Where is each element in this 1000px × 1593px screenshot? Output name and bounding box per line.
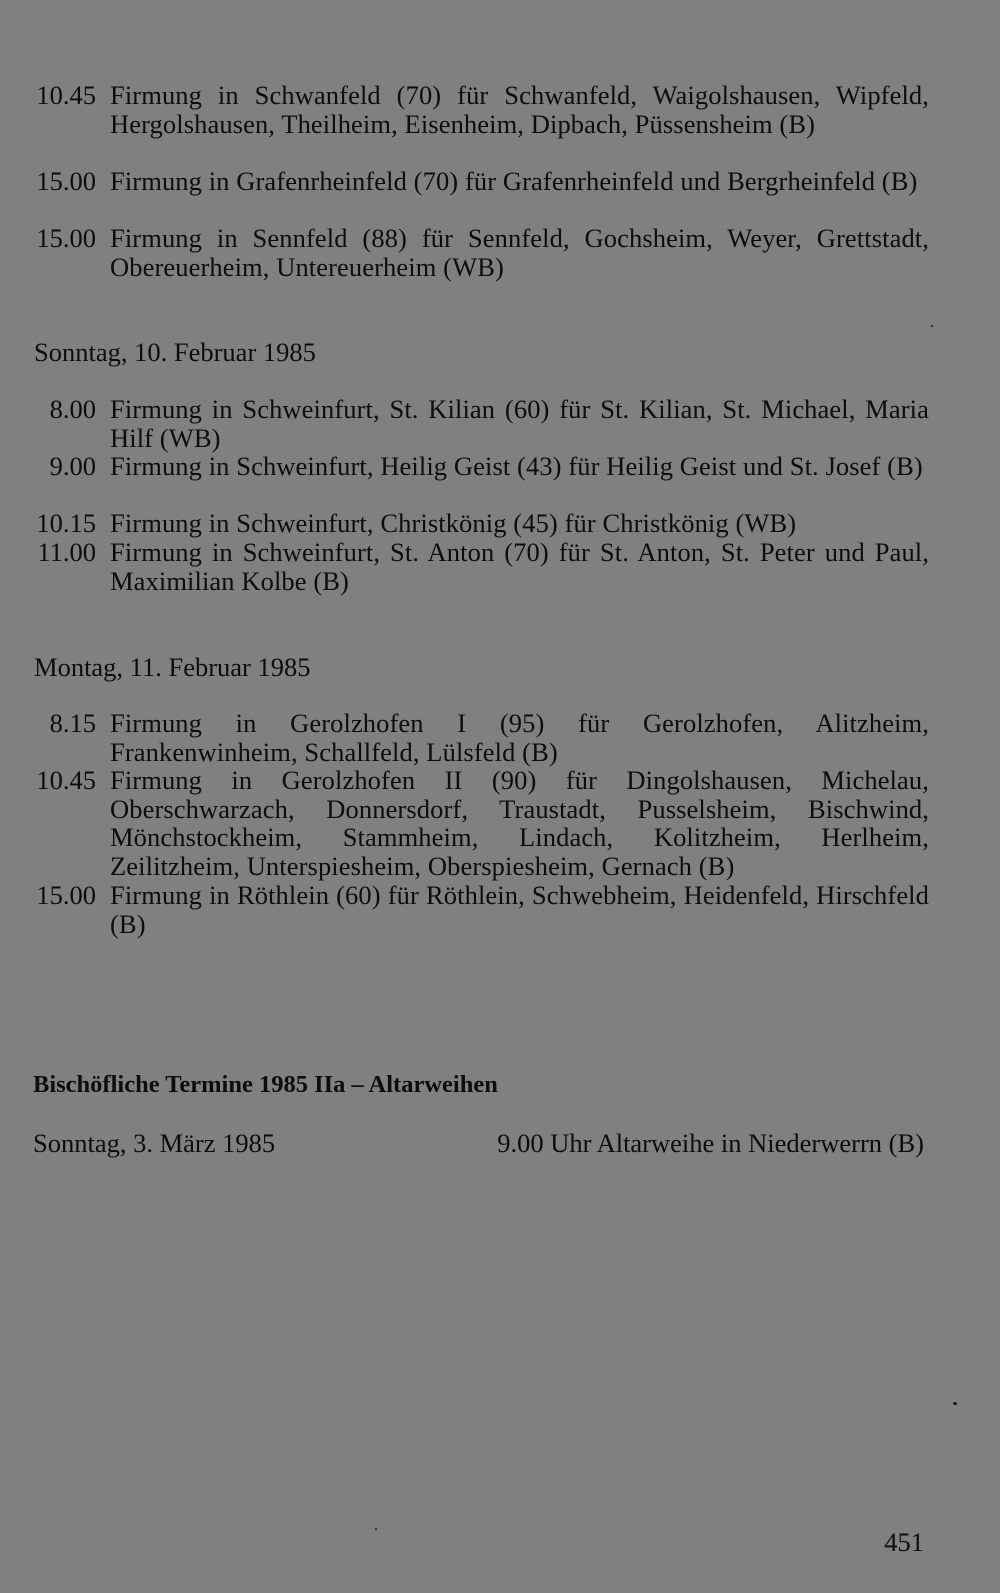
entry-time: 15.00 [36, 223, 96, 253]
entry-text: Firmung in Schweinfurt, Christkönig (45) für Christkönig (WB) [110, 508, 797, 538]
schedule-entry [34, 452, 929, 481]
entry-time: 10.45 [36, 80, 96, 110]
entry-text: Firmung in Gerolzhofen II (90) für Dingolshausen, Michelau, Oberschwarzach, Donnersdorf, Traustadt, Pusselsheim, Bischwind, Mönchstockheim, Stammheim, Lindach, Kolitzheim, Herlheim, Zeilitzheim, Unterspiesheim, Oberspiesheim, Gernach (B) [110, 765, 929, 881]
entry-text: Firmung in Schweinfurt, Heilig Geist (43) für Heilig Geist und St. Josef (B) [110, 451, 923, 481]
schedule-entry [34, 81, 929, 138]
altar-event: 9.00 Uhr Altarweihe in Niederwerrn (B) [497, 1128, 924, 1158]
scan-speck [931, 325, 933, 327]
schedule-entry [34, 509, 929, 538]
entry-time: 8.00 [49, 394, 96, 424]
entry-time: 10.45 [36, 765, 96, 795]
entry-time: 8.15 [49, 708, 96, 738]
entry-time: 11.00 [37, 537, 96, 567]
schedule-entry [34, 709, 929, 766]
schedule-entry [34, 395, 929, 452]
schedule-entry [34, 224, 929, 281]
scan-speck [953, 1402, 957, 1405]
altar-date: Sonntag, 3. März 1985 [33, 1128, 276, 1158]
entry-time: 15.00 [36, 880, 96, 910]
section-heading: Bischöfliche Termine 1985 IIa – Altarweihen [33, 1071, 498, 1098]
day-heading: Montag, 11. Februar 1985 [34, 652, 311, 682]
schedule-entry [34, 538, 929, 595]
page-number: 451 [884, 1527, 924, 1557]
schedule-entry [34, 167, 929, 196]
entry-text: Firmung in Röthlein (60) für Röthlein, Schwebheim, Heidenfeld, Hirschfeld (B) [110, 880, 929, 939]
entry-text: Firmung in Schweinfurt, St. Kilian (60) für St. Kilian, St. Michael, Maria Hilf (WB) [110, 394, 929, 453]
entry-time: 15.00 [36, 166, 96, 196]
schedule-entry [34, 881, 929, 938]
day-heading: Sonntag, 10. Februar 1985 [34, 337, 316, 367]
entry-text: Firmung in Gerolzhofen I (95) für Gerolzhofen, Alitzheim, Frankenwinheim, Schallfeld, Lülsfeld (B) [110, 708, 929, 767]
entry-text: Firmung in Sennfeld (88) für Sennfeld, Gochsheim, Weyer, Grettstadt, Obereuerheim, Untereuerheim (WB) [110, 223, 929, 282]
entry-time: 9.00 [49, 451, 96, 481]
entry-text: Firmung in Grafenrheinfeld (70) für Grafenrheinfeld und Bergrheinfeld (B) [110, 166, 918, 196]
schedule-entry [34, 766, 929, 880]
entry-text: Firmung in Schweinfurt, St. Anton (70) für St. Anton, St. Peter und Paul, Maximilian Kolbe (B) [110, 537, 929, 596]
entry-text: Firmung in Schwanfeld (70) für Schwanfeld, Waigolshausen, Wipfeld, Hergolshausen, Theilheim, Eisenheim, Dipbach, Püssensheim (B) [110, 80, 929, 139]
entry-time: 10.15 [36, 508, 96, 538]
scan-speck [375, 1528, 377, 1530]
